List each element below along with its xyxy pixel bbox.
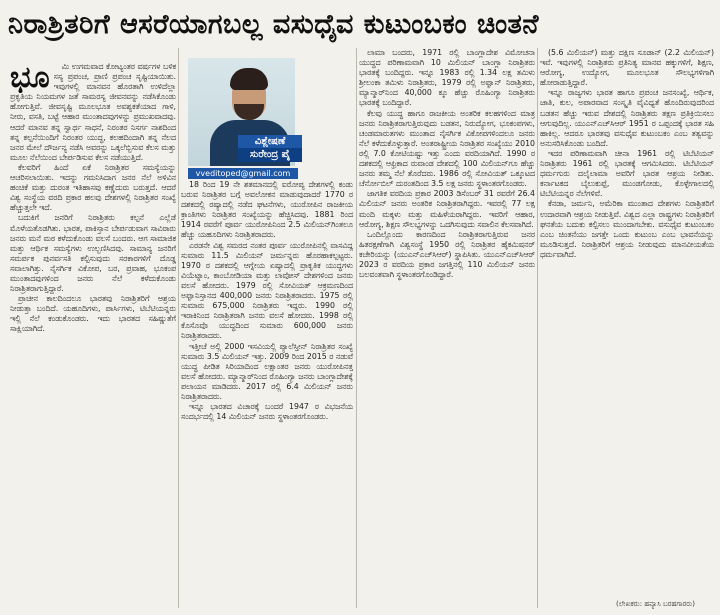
paragraph: ಇತ್ತೀಚೆ ಅಲ್ಲಿ 2000 ಇಸವಿಯಲ್ಲಿ ಪ್ಯಾಲೆಸ್ತೀನ್ ನಿರಾಶ್ರಿತರ ಸಂಖ್ಯೆ ಸುಮಾರು 3.5 ಮಿಲಿಯನ್ ಇತ್ತು. 2009 ರಿಂದ 2015 ರ ನಡುವೆ ಯುದ್ಧ ಪೀಡಿತ ಸಿರಿಯಾದಿಂದ ಲಕ್ಷಾಂತರ ಜನರು ಯುರೋಪಿನತ್ತ ವಲಸೆ ಹೋದರು. ಮ್ಯಾನ್ಮಾರ್‌ನಿಂದ ರೊಹಿಂಗ್ಯಾ ಜನರು ಬಾಂಗ್ಲಾದೇಶಕ್ಕೆ ಪಲಾಯನ ಮಾಡಿದರು. 2017 ರಲ್ಲಿ 6.4 ಮಿಲಿಯನ್ ಜನರು ನಿರಾಶ್ರಿತರಾದರು. bbox=[181, 341, 353, 401]
article-column-1 bbox=[10, 62, 176, 605]
article-column-4 bbox=[540, 48, 714, 593]
paragraph: ಲಾಮಾ ಬಂದರು, 1971 ರಲ್ಲಿ ಬಾಂಗ್ಲಾದೇಶ ವಿಮೋಚನಾ ಯುದ್ಧದ ಪರಿಣಾಮವಾಗಿ 10 ಮಿಲಿಯನ್ ಬಾಂಗ್ಲಾ ನಿರಾಶ್ರಿತರು ಭಾರತಕ್ಕೆ ಬಂದಿದ್ದರು. ಇನ್ನೂ 1983 ರಲ್ಲಿ 1.34 ಲಕ್ಷ ತಮಿಳು ಶ್ರೀಲಂಕಾ ತಮಿಳು ನಿರಾಶ್ರಿತರು, 1979 ರಲ್ಲಿ ಅಫ್ಘಾನ್ ನಿರಾಶ್ರಿತರು, ಮ್ಯಾನ್ಮಾರ್‌ನಿಂದ 40,000 ಕ್ಕೂ ಹೆಚ್ಚು ರೊಹಿಂಗ್ಯಾ ನಿರಾಶ್ರಿತರು ಭಾರತಕ್ಕೆ ಬಂದಿದ್ದಾರೆ. bbox=[359, 48, 535, 108]
paragraph: ಇನ್ನೂ ರಾಜ್ಯಗಳು ಭಾರತ ಹಾಗೂ ಪ್ರಪಂಚ ಜನಸಂಖ್ಯೆ, ಆರ್ಥಿಕ, ಜಾತಿ, ಕುಲ, ಅಪಾರವಾದ ಸಂಸ್ಕೃತಿ ವೈವಿಧ್ಯತೆ ಹೊಂದಿರುವುದರಿಂದ ಬಡತನ ಹೆಚ್ಚು ಇರುವ ದೇಶದಲ್ಲಿ ನಿರಾಶ್ರಿತರು ತಕ್ಷಣ ಪ್ರತಿಕ್ರಿಯಿಸಲು ಆಗುವುದಿಲ್ಲ. ಯುಎನ್‌ಎಚ್‌ಸಿಆರ್ 1951 ರ ಒಪ್ಪಂದಕ್ಕೆ ಭಾರತ ಸಹಿ ಹಾಕಿಲ್ಲ. ಆದರೂ ಭಾರತವು ವಸುಧೈವ ಕುಟುಂಬಕಂ ಎಂಬ ತತ್ವವನ್ನು ಅನುಸರಿಸಿಕೊಂಡು ಬಂದಿದೆ. bbox=[540, 88, 714, 148]
paragraph: ಜಾಗತಿಕ ವರದಿಯ ಪ್ರಕಾರ 2003 ಡಿಸೆಂಬರ್ 31 ರವರೆಗೆ 26.4 ಮಿಲಿಯನ್ ಜನರು ಅಂತರಿಕ ನಿರಾಶ್ರಿತರಾಗಿದ್ದರು. ಇವರಲ್ಲಿ 77 ಲಕ್ಷ ಮಂದಿ ಮಕ್ಕಳು ಮತ್ತು ಮಹಿಳೆಯರಾಗಿದ್ದರು. ಇವರಿಗೆ ಆಹಾರ, ಆರೋಗ್ಯ, ಶಿಕ್ಷಣ ಸೌಲಭ್ಯಗಳನ್ನು ಒದಗಿಸುವುದು ಸವಾಲಿನ ಕೆಲಸವಾಗಿದೆ. bbox=[359, 189, 535, 229]
column-divider bbox=[537, 48, 538, 608]
author-name: ಸುರೇಂದ್ರ ಪೈ bbox=[238, 148, 302, 162]
author-email: vveditoped@gmail.com bbox=[188, 168, 298, 179]
byline-box bbox=[238, 135, 302, 162]
paragraph: ಕೆನಡಾ, ಜರ್ಮನಿ, ಅಮೆರಿಕಾ ಮುಂತಾದ ದೇಶಗಳು ನಿರಾಶ್ರಿತರಿಗೆ ಉದಾರವಾಗಿ ಆಶ್ರಯ ನೀಡುತ್ತಿವೆ. ವಿಶ್ವದ ಎಲ್ಲಾ ರಾಷ್ಟ್ರಗಳು ನಿರಾಶ್ರಿತರಿಗೆ ಘನತೆಯ ಬದುಕು ಕಲ್ಪಿಸಲು ಮುಂದಾಗಬೇಕು. ವಸುಧೈವ ಕುಟುಂಬಕಂ ಎಂಬ ಚಿಂತನೆಯು ಜಗತ್ತೇ ಒಂದು ಕುಟುಂಬ ಎಂಬ ಭಾವನೆಯನ್ನು ಮೂಡಿಸುತ್ತದೆ. ನಿರಾಶ್ರಿತರಿಗೆ ಆಶ್ರಯ ನೀಡುವುದು ಮಾನವೀಯತೆಯ ಧರ್ಮವಾಗಿದೆ. bbox=[540, 199, 714, 259]
section-label: ವಿಶ್ಲೇಷಣೆ bbox=[254, 136, 286, 147]
paragraph: ಕೆಲವು ಯುದ್ಧ ಹಾಗೂ ರಾಜಕೀಯ ಅಂತರಿಕ ಕಲಹಗಳಿಂದ ಮಾತ್ರ ಜನರು ನಿರಾಶ್ರಿತರಾಗುತ್ತಿರುವುದು ಬಡತನ, ನಿರುದ್ಯೋಗ, ಭೂಕಂಪಗಳು, ಚಂಡಮಾರುತಗಳು ಮುಂತಾದ ನೈಸರ್ಗಿಕ ವಿಕೋಪಗಳಿಂದಲೂ ಜನರು ನೆಲೆ ಕಳೆದುಕೊಳ್ಳುತ್ತಾರೆ. ಅಂತರಾಷ್ಟ್ರೀಯ ನಿರಾಶ್ರಿತರ ಸಂಖ್ಯೆಯು 2010 ರಲ್ಲಿ 7.0 ಕೋಟಿಯಷ್ಟು ಇತ್ತು ಎಂದು ವರದಿಯಾಗಿದೆ. 1990 ರ ದಶಕದಲ್ಲಿ ಆಫ್ರಿಕಾದ ರುವಾಂಡ ದೇಶದಲ್ಲಿ 100 ಮಿಲಿಯನ್‌ಗೂ ಹೆಚ್ಚು ಜನರು ತಮ್ಮ ನೆಲೆ ತೊರೆದರು. 1986 ರಲ್ಲಿ ಸೋವಿಯತ್ ಒಕ್ಕೂಟದ ಚೆರ್ನೋಬಿಲ್ ದುರಂತದಿಂದ 3.5 ಲಕ್ಷ ಜನರು ಸ್ಥಳಾಂತರಗೊಂಡರು. bbox=[359, 108, 535, 189]
paragraph: ಕೆಲವರಿಗೆ ಹಿಂದೆ ಏಕೆ ನಿರಾಶ್ರಿತರ ಸಮಸ್ಯೆಯನ್ನು ಆಚರಿಸಲಾಯಿತು. ಇದನ್ನು ಗಮನಿಸಿದಾಗ ಜನರ ನೆಲೆ ಅಳಿವಿನ ಹಂಚಿಕೆ ಮತ್ತು ದುರಂತ ಇತಿಹಾಸವು ಕಣ್ಣೆದುರು ಬರುತ್ತದೆ. ಆದರೆ ವಿಶ್ವ ಸಂಸ್ಥೆಯ ವರದಿ ಪ್ರಕಾರ ಹಲವು ದೇಶಗಳಲ್ಲಿ ನಿರಾಶ್ರಿತರ ಸಂಖ್ಯೆ ಹೆಚ್ಚುತ್ತಲೇ ಇದೆ. bbox=[10, 162, 176, 213]
paragraph: ಬದುಕಿಗೆ ಜನರಿಗೆ ನಿರಾಶ್ರಿತರು ಕಲ್ಪನೆ ಎಲ್ಲೆಡೆ ಮೊಳೆಯತೊಡಗಿತು. ಭಾರತ, ಪಾಕಿಸ್ತಾನ ಬೇರ್ಪಡುವಾಗ ಸಾವಿರಾರು ಜನರು ಮನೆ ಮಠ ಕಳೆದುಕೊಂಡು ವಲಸೆ ಬಂದರು. ಆಗ ಸಾಮಾಜಿಕ ಮತ್ತು ಆರ್ಥಿಕ ಸಮಸ್ಯೆಗಳು ಉಲ್ಬಣಿಸಿದವು. ಸಾಮಾನ್ಯ ಜನರಿಗೆ ಸಮರ್ಪಕ ಪುನರ್ವಸತಿ ಕಲ್ಪಿಸುವುದು ಸರಕಾರಗಳಿಗೆ ದೊಡ್ಡ ಸವಾಲಾಗಿತ್ತು. ನೈಸರ್ಗಿಕ ವಿಕೋಪ, ಬರ, ಪ್ರವಾಹ, ಭೂಕಂಪ ಮುಂತಾದವುಗಳಿಂದ ಜನರು ನೆಲೆ ಕಳೆದುಕೊಂಡು ನಿರಾಶ್ರಿತರಾಗುತ್ತಿದ್ದಾರೆ. bbox=[10, 213, 176, 294]
article-column-2 bbox=[181, 180, 353, 605]
paragraph: (5.6 ಮಿಲಿಯನ್) ಮತ್ತು ದಕ್ಷಿಣ ಸೂಡಾನ್ (2.2 ಮಿಲಿಯನ್) ಇವೆ. ಇವುಗಳಲ್ಲಿ ನಿರಾಶ್ರಿತರು ಪ್ರತಿನಿತ್ಯ ಮಾನವ ಹಕ್ಕುಗಳಿಗೆ, ಶಿಕ್ಷಣ, ಆರೋಗ್ಯ, ಉದ್ಯೋಗ, ಮೂಲಭೂತ ಸೌಲಭ್ಯಗಳಿಗಾಗಿ ಹೋರಾಡುತ್ತಿದ್ದಾರೆ. bbox=[540, 48, 714, 88]
drop-cap: ಭೂ bbox=[10, 62, 50, 95]
paragraph: ಇನ್ನೂ ಭಾರತದ ವಿಚಾರಕ್ಕೆ ಬಂದರೆ 1947 ರ ವಿಭಜನೆಯ ಸಂದರ್ಭದಲ್ಲಿ 14 ಮಿಲಿಯನ್ ಜನರು ಸ್ಥಳಾಂತರಗೊಂಡರು. bbox=[181, 402, 353, 422]
paragraph: ಇದರ ಪರಿಣಾಮವಾಗಿ ಚೀನಾ 1961 ರಲ್ಲಿ ಟಿಬೆಟಿಯನ್ ನಿರಾಶ್ರಿತರು 1961 ರಲ್ಲಿ ಭಾರತಕ್ಕೆ ಆಗಮಿಸಿದರು. ಟಿಬೆಟಿಯನ್ ಧರ್ಮಗುರು ದಲೈಲಾಮಾ ಅವರಿಗೆ ಭಾರತ ಆಶ್ರಯ ನೀಡಿತು. ಕರ್ನಾಟಕದ ಬೈಲುಕುಪ್ಪೆ, ಮುಂಡಗೋಡು, ಕೊಳ್ಳೇಗಾಲದಲ್ಲಿ ಟಿಬೆಟಿಯನ್ನರ ನೆಲೆಗಳಿವೆ. bbox=[540, 148, 714, 199]
column-divider bbox=[356, 48, 357, 608]
paragraph: ಮಿ ಉಗಮವಾದ ಕೋಟ್ಯಂತರ ವರ್ಷಗಳ ಬಳಿಕ ಸಸ್ಯ ಪ್ರಪಂಚ, ಪ್ರಾಣಿ ಪ್ರಪಂಚ ಸೃಷ್ಟಿಯಾಯಿತು. ಇವುಗಳಲ್ಲಿ ಮಾನವನ ಹೊರತಾಗಿ ಉಳಿದೆಲ್ಲಾ ಪ್ರಕೃತಿಯ ನಿಯಮಗಳ ಜತೆ ಸಾಮರಸ್ಯ ಜೀವನವನ್ನು ನಡೆಸಿಕೊಂಡು ಹೋಗುತ್ತಿವೆ. ಜೀವಸೃಷ್ಟಿ ಮೂಲಭೂತ ಅವಶ್ಯಕತೆಯಾದ ಗಾಳಿ, ನೀರು, ವಸತಿ, ಬಟ್ಟೆ ಆಹಾರ ಮುಂತಾದವುಗಳನ್ನು ಪ್ರಮುಖವಾದವು. ಆದರೆ ಮಾನವ ತನ್ನ ಸ್ವಾರ್ಥ ಸಾಧನೆ, ನಿರಂತರ ನಿಸರ್ಗ ನಾಶದಿಂದ ತನ್ನ ಕಲ್ಪನೆಯಿಂದಿಗೆ ನಿರಂತರ ಯುದ್ಧ, ಕಲಹದಿಂದಾಗಿ ತನ್ನ ನೆಲದ ಜನರ ಮೇಲೆ ದೌರ್ಜನ್ಯ ನಡೆಸಿ ಅವರನ್ನು ಒಕ್ಕಲೆಬ್ಬಿಸುವ ಕೆಲಸ ಮತ್ತು ಮೂಲ ನೆಲೆಯಿಂದ ಬೇರ್ಪಡಿಸುವ ಕೆಲಸ ನಡೆಯುತ್ತಿದೆ. bbox=[10, 62, 176, 162]
paragraph: ಎರಡನೇ ವಿಶ್ವ ಸಮರದ ನಂತರ ಪೂರ್ವ ಯುರೋಪಿನಲ್ಲಿ ವಾಸವಿದ್ದ ಸುಮಾರು 11.5 ಮಿಲಿಯನ್ ಜರ್ಮನ್ನರು ಹೊರಹಾಕಲ್ಪಟ್ಟರು. 1970 ರ ದಶಕದಲ್ಲಿ ಆಗ್ನೇಯ ಏಷ್ಯಾದಲ್ಲಿ ಪ್ರಾಕೃತಿಕ ಯುದ್ಧಗಳು ವಿಯೆಟ್ನಾಂ, ಕಾಂಬೋಡಿಯಾ ಮತ್ತು ಲಾವೋಸ್ ದೇಶಗಳಿಂದ ಜನರು ವಲಸೆ ಹೋದರು. 1979 ರಲ್ಲಿ ಸೋವಿಯತ್ ಆಕ್ರಮಣದಿಂದ ಅಫ್ಘಾನಿಸ್ತಾನದ 400,000 ಜನರು ನಿರಾಶ್ರಿತರಾದರು. 1975 ರಲ್ಲಿ ಸುಮಾರು 675,000 ನಿರಾಶ್ರಿತರು ಇದ್ದರು. 1990 ರಲ್ಲಿ ಇರಾಕಿನಿಂದ ನಿರಾಶ್ರಿತರಾಗಿ ಜನರು ವಲಸೆ ಹೋದರು. 1998 ರಲ್ಲಿ ಕೊಸೊವೊ ಯುದ್ಧದಿಂದ ಸುಮಾರು 600,000 ಜನರು ನಿರಾಶ್ರಿತರಾದರು. bbox=[181, 240, 353, 341]
headline: ನಿರಾಶ್ರಿತರಿಗೆ ಆಸರೆಯಾಗಬಲ್ಲ ವಸುಧೈವ ಕುಟುಂಬಕಂ ಚಿಂತನೆ bbox=[8, 9, 539, 40]
paragraph: 18 ರಿಂದ 19 ನೇ ಶತಮಾನದಲ್ಲಿ ಐರೋಪ್ಯ ದೇಶಗಳಲ್ಲಿ ಕಂಡು ಬರುವ ನಿರಾಶ್ರಿತರ ಬಗ್ಗೆ ಅವಲೋಕನ ಮಾಡುವುದಾದರೆ 1770 ರ ದಶಕದಲ್ಲಿ ರಷ್ಯಾದಲ್ಲಿ ನಡೆದ ಘಟನೆಗಳು, ಯುರೋಪಿನ ರಾಜಕೀಯ ಕ್ರಾಂತಿಗಳು ನಿರಾಶ್ರಿತರ ಸಂಖ್ಯೆಯನ್ನು ಹೆಚ್ಚಿಸಿದವು. 1881 ರಿಂದ 1914 ರವರೆಗೆ ಪೂರ್ವ ಯುರೋಪಿನಿಂದ 2.5 ಮಿಲಿಯನ್‌ಗಿಂತಲೂ ಹೆಚ್ಚು ಯಹೂದಿಗಳು ನಿರಾಶ್ರಿತರಾದರು. bbox=[181, 180, 353, 240]
author-credit: (ಲೇಖಕರು: ಹವ್ಯಾಸಿ ಬರಹಗಾರರು) bbox=[616, 600, 695, 608]
paragraph: ಪ್ರಾಚೀನ ಕಾಲದಿಂದಲೂ ಭಾರತವು ನಿರಾಶ್ರಿತರಿಗೆ ಆಶ್ರಯ ನೀಡುತ್ತಾ ಬಂದಿದೆ. ಯಹೂದಿಗಳು, ಪಾರ್ಸಿಗಳು, ಟಿಬೆಟಿಯನ್ನರು ಇಲ್ಲಿ ನೆಲೆ ಕಂಡುಕೊಂಡರು. ಇದು ಭಾರತದ ಸಹಿಷ್ಣುತೆಗೆ ಸಾಕ್ಷಿಯಾಗಿದೆ. bbox=[10, 294, 176, 334]
article-column-3 bbox=[359, 48, 535, 605]
column-divider bbox=[178, 48, 179, 608]
paragraph: ಒಂದಿಲ್ಲೊಂದು ಕಾರಣದಿಂದ ನಿರಾಶ್ರಿತರಾಗುತ್ತಿರುವ ಜನರ ಹಿತರಕ್ಷಣೆಗಾಗಿ ವಿಶ್ವಸಂಸ್ಥೆ 1950 ರಲ್ಲಿ ನಿರಾಶ್ರಿತರ ಹೈಕಮಿಷನರ್ ಕಚೇರಿಯನ್ನು (ಯುಎನ್‌ಎಚ್‌ಸಿಆರ್) ಸ್ಥಾಪಿಸಿತು. ಯುಎನ್‌ಎಚ್‌ಸಿಆರ್ 2023 ರ ವರದಿಯ ಪ್ರಕಾರ ಜಗತ್ತಿನಲ್ಲಿ 110 ಮಿಲಿಯನ್ ಜನರು ಬಲವಂತವಾಗಿ ಸ್ಥಳಾಂತರಗೊಂಡಿದ್ದಾರೆ. bbox=[359, 229, 535, 280]
